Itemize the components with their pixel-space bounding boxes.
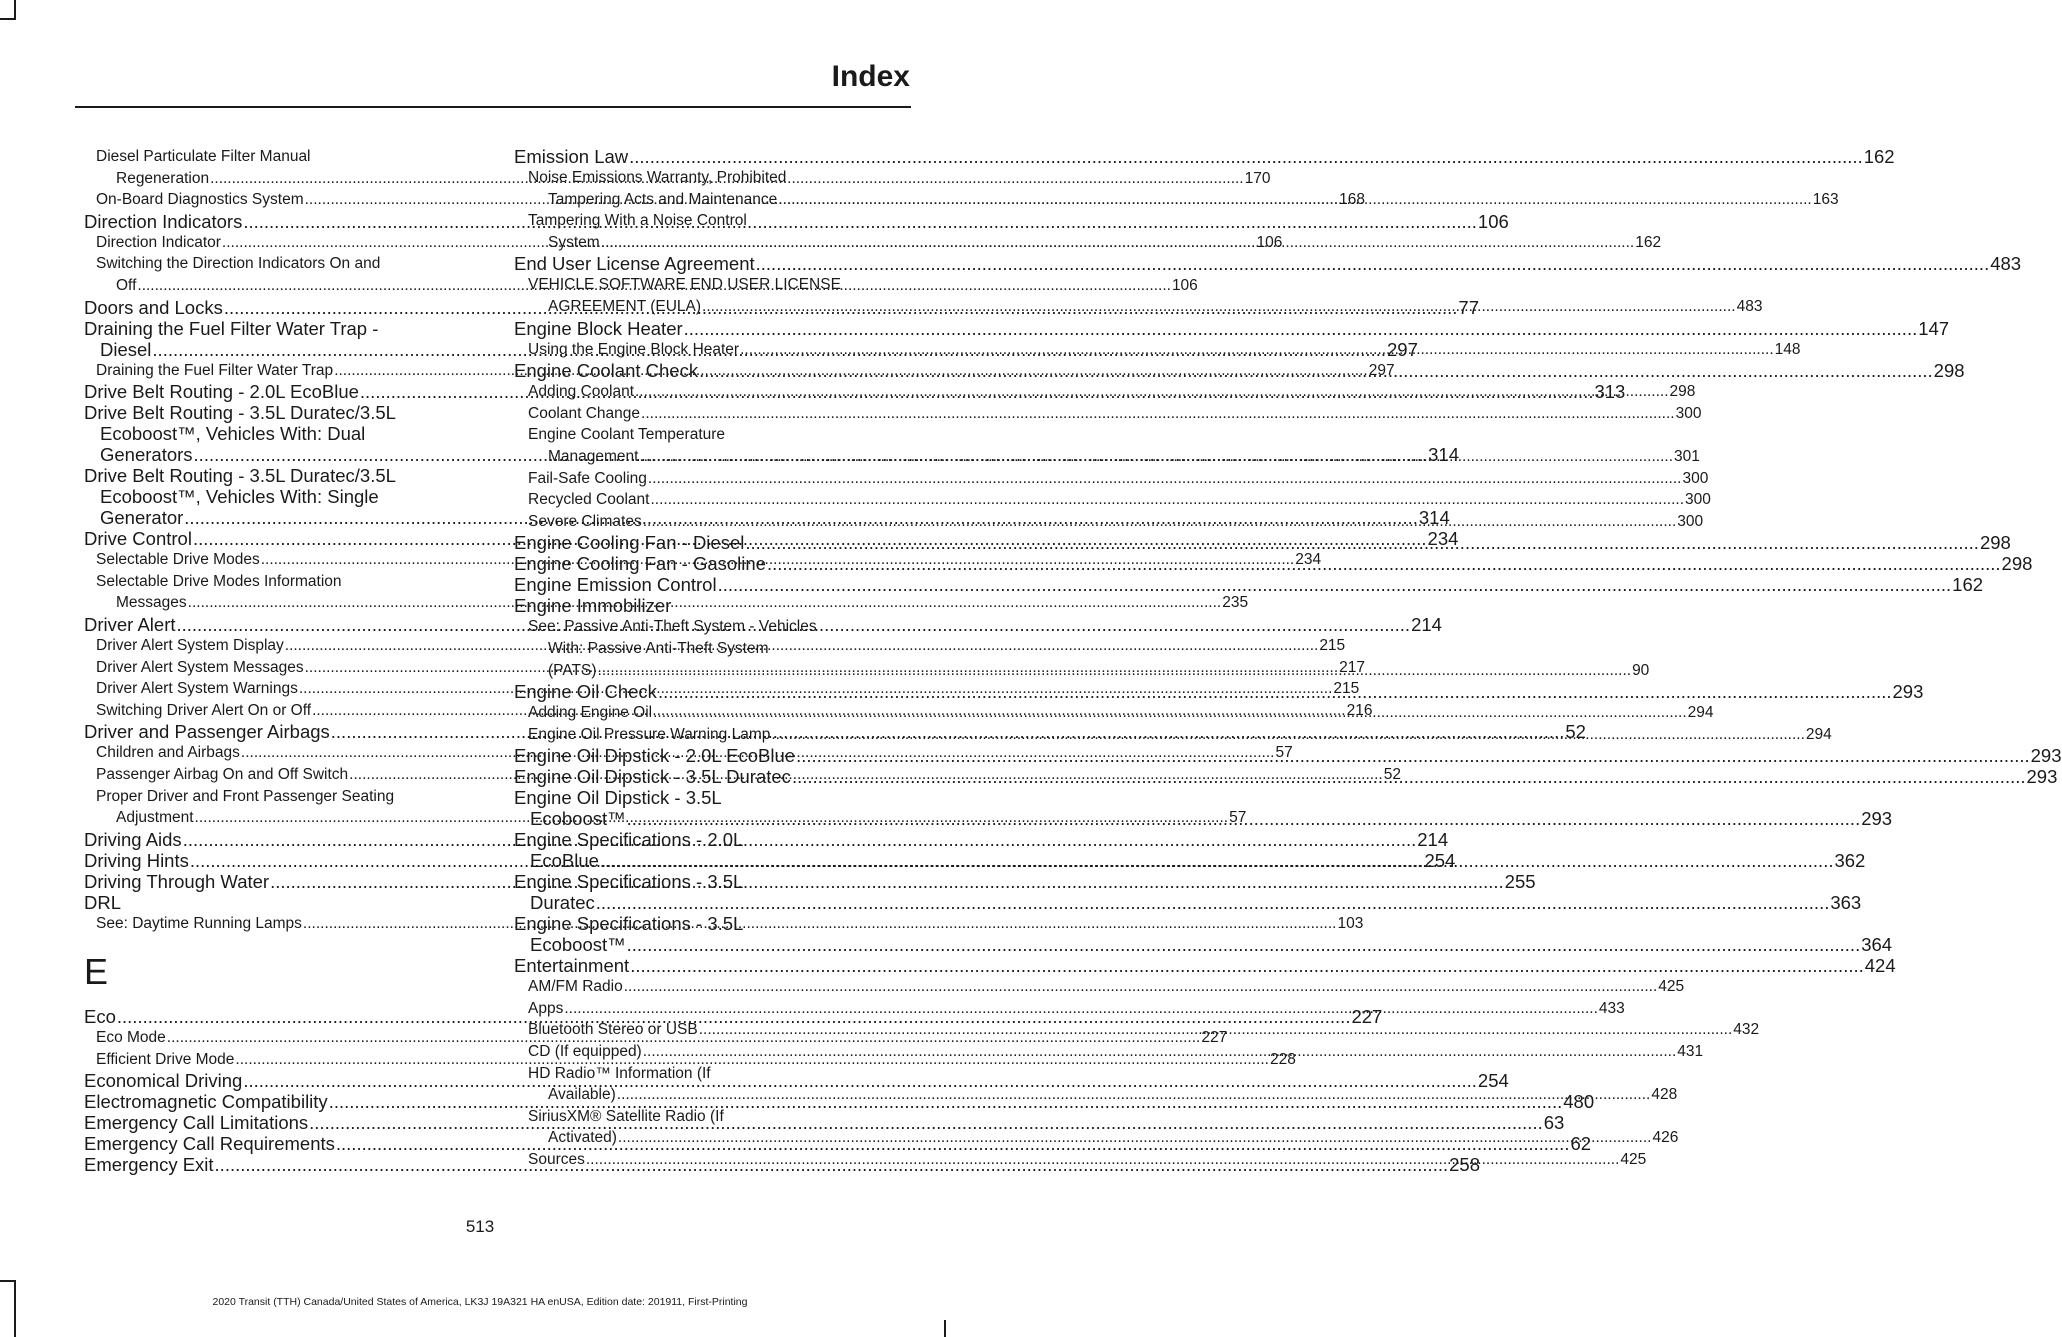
dot-leader [596, 892, 1830, 913]
entry-text: Using the Engine Block Heater [528, 340, 740, 358]
page-reference: 228 [1269, 1050, 1296, 1068]
footer-edition-info: 2020 Transit (TTH) Canada/United States of America, LK3J 19A321 HA enUSA, Edition date: 201911, First-Printing [212, 1296, 748, 1308]
dot-leader [629, 146, 1863, 167]
page-reference: 234 [1427, 528, 1459, 550]
entry-text: Engine Specifications - 3.5L [514, 913, 744, 935]
page-reference: 227 [1351, 1006, 1383, 1028]
entry-text: Direction Indicators [84, 210, 243, 232]
entry-text: Available) [548, 1086, 616, 1104]
entry-text: Bluetooth Stereo or USB [528, 1021, 698, 1039]
entry-text: Severe Climates [528, 512, 642, 530]
page-reference: 298 [1669, 383, 1696, 401]
entry-text: Drive Belt Routing - 3.5L Duratec/3.5L [84, 465, 396, 487]
entry-text: Duratec [530, 892, 595, 914]
page-reference: 227 [1201, 1029, 1228, 1047]
page-reference: 432 [1733, 1021, 1760, 1039]
index-entry [514, 913, 904, 934]
entry-text: Drive Belt Routing - 3.5L Duratec/3.5L [84, 402, 396, 424]
entry-text: Driver Alert [84, 613, 176, 635]
dot-leader [792, 766, 2026, 787]
page-reference: 62 [1570, 1133, 1592, 1155]
entry-text: Engine Specifications - 3.5L [514, 871, 744, 893]
entry-text: HD Radio™ Information (If [528, 1064, 711, 1082]
index-entry [84, 486, 474, 507]
entry-text: Direction Indicator [96, 233, 221, 251]
index-subentry [514, 489, 1711, 511]
entry-text: Driving Aids [84, 828, 182, 850]
dot-leader [639, 446, 1673, 468]
page-reference: 431 [1677, 1043, 1704, 1061]
dot-leader [745, 532, 1979, 553]
page-reference: 106 [1256, 233, 1283, 251]
dot-leader [643, 1041, 1677, 1063]
page-reference: 258 [1449, 1154, 1480, 1176]
entry-text: Engine Block Heater [514, 317, 683, 339]
entry-text: Engine Oil Pressure Warning Lamp [528, 725, 771, 743]
index-subentry [514, 274, 904, 296]
crop-mark-top-left-h [0, 18, 16, 20]
entry-text: Proper Driver and Front Passenger Seating [96, 787, 395, 805]
page-reference: 314 [1428, 444, 1459, 466]
dot-leader [598, 660, 1632, 682]
index-entry [514, 892, 1862, 914]
entry-text: Engine Coolant Temperature [528, 426, 726, 444]
entry-text: Economical Driving [84, 1070, 243, 1092]
dot-leader [796, 745, 2030, 766]
entry-text: On-Board Diagnostics System [96, 191, 304, 209]
entry-text: Eco [84, 1006, 116, 1028]
index-subentry [84, 146, 474, 168]
page-reference: 297 [1368, 361, 1395, 379]
index-subentry [514, 1106, 904, 1128]
index-entry [514, 574, 1984, 596]
page-reference: 254 [1477, 1070, 1509, 1092]
page-reference: 235 [1222, 594, 1249, 612]
entry-text: Engine Emission Control [514, 574, 717, 596]
dot-leader [601, 232, 1635, 254]
dot-leader [618, 1127, 1652, 1149]
entry-text: VEHICLE SOFTWARE END USER LICENSE [528, 276, 841, 294]
entry-text: SiriusXM® Satellite Radio (If [528, 1107, 724, 1125]
entry-text: Selectable Drive Modes [96, 551, 260, 569]
index-entry [514, 595, 904, 616]
page-reference: 293 [1892, 681, 1924, 703]
page-reference: 163 [1812, 190, 1839, 208]
entry-text: With: Passive Anti-Theft System [548, 639, 769, 657]
entry-text: Drive Control [84, 528, 192, 550]
entry-text: Fail-Safe Cooling [528, 469, 647, 487]
page-reference: 433 [1598, 999, 1625, 1017]
entry-text: Sources [528, 1151, 585, 1169]
entry-text: Draining the Fuel Filter Water Trap - [84, 317, 379, 339]
entry-text: CD (If equipped) [528, 1043, 642, 1061]
index-entry [84, 402, 474, 423]
page-reference: 217 [1339, 658, 1366, 676]
page-reference: 106 [1171, 276, 1198, 294]
page-reference: 63 [1543, 1112, 1565, 1134]
entry-text: Engine Immobilizer [514, 595, 672, 617]
entry-text: Engine Oil Check [514, 681, 657, 703]
dot-leader [641, 403, 1675, 425]
entry-text: Tampering Acts and Maintenance [548, 190, 778, 208]
entry-text: Activated) [548, 1129, 617, 1147]
dot-leader [718, 574, 1952, 595]
entry-text: Engine Specifications - 2.0L [514, 829, 744, 851]
entry-text: Management [548, 447, 639, 465]
crop-mark-bottom-left-v [14, 1280, 16, 1337]
page-reference: 293 [1861, 808, 1893, 830]
dot-leader [699, 360, 1933, 381]
page-reference: 300 [1685, 491, 1711, 509]
page-reference: 314 [1418, 507, 1450, 529]
index-entry [514, 253, 2022, 275]
page-reference: 90 [1632, 661, 1650, 679]
page-reference: 483 [1990, 253, 2022, 275]
index-letter-heading: E [84, 951, 109, 993]
header-rule [75, 106, 911, 108]
entry-text: Generator [100, 507, 184, 529]
dot-leader [767, 553, 2001, 574]
entry-text: Engine Coolant Check [514, 360, 699, 382]
page-reference: 103 [1337, 914, 1364, 932]
dot-leader [740, 339, 1774, 361]
entry-text: Switching the Direction Indicators On and [96, 255, 381, 273]
index-entry [84, 465, 474, 486]
page-reference: 298 [1933, 360, 1965, 382]
index-entry [84, 318, 474, 339]
index-subentry [514, 210, 904, 232]
entry-text: Coolant Change [528, 404, 641, 422]
entry-text: Driving Hints [84, 849, 189, 871]
page-reference: 294 [1687, 704, 1714, 722]
page-reference: 234 [1295, 551, 1322, 569]
entry-text: Children and Airbags [96, 744, 240, 762]
index-subentry [84, 786, 474, 808]
entry-text: (PATS) [548, 661, 597, 679]
entry-text: Apps [528, 999, 564, 1017]
entry-text: Emission Law [514, 146, 629, 167]
page-reference: 215 [1333, 680, 1360, 698]
crop-mark-bottom-left-h [0, 1280, 16, 1282]
dot-leader [650, 489, 1684, 511]
page-reference: 147 [1918, 317, 1950, 339]
entry-text: Driving Through Water [84, 870, 270, 892]
entry-text: EcoBlue [530, 850, 599, 872]
dot-leader [630, 955, 1864, 976]
page-reference: 148 [1774, 340, 1801, 358]
index-entry [514, 955, 1896, 977]
entry-text: System [548, 233, 600, 251]
entry-text: Emergency Call Limitations [84, 1112, 309, 1134]
entry-text: Entertainment [514, 955, 630, 977]
dot-leader [586, 1149, 1620, 1171]
page-reference: 106 [1477, 210, 1509, 232]
page-reference: 215 [1319, 636, 1346, 654]
entry-text: Off [116, 276, 137, 294]
page-reference: 170 [1244, 169, 1271, 187]
entry-text: End User License Agreement [514, 253, 755, 275]
page-reference: 480 [1563, 1091, 1595, 1113]
index-subentry [514, 424, 904, 446]
entry-text: Emergency Call Requirements [84, 1133, 335, 1155]
index-subentry [514, 403, 1702, 425]
crop-mark-bottom-right-v [944, 1320, 946, 1337]
entry-text: Adding Coolant [528, 383, 634, 401]
entry-text: Tampering With a Noise Control [528, 212, 747, 230]
entry-text: Driver Alert System Warnings [96, 680, 298, 698]
dot-leader [600, 850, 1834, 871]
entry-text: Regeneration [116, 169, 210, 187]
index-subentry [84, 571, 474, 593]
entry-text: Driver Alert System Messages [96, 658, 304, 676]
page-title: Index [831, 60, 910, 93]
dot-leader [653, 702, 1687, 724]
page-reference: 300 [1677, 512, 1704, 530]
page-reference: 294 [1805, 725, 1832, 743]
entry-text: Ecoboost™ [530, 934, 626, 956]
page-reference: 255 [1504, 870, 1536, 892]
page-reference: 363 [1830, 892, 1862, 914]
page-reference: 301 [1674, 447, 1700, 465]
page-reference: 300 [1675, 404, 1702, 422]
entry-text: Ecoboost™, Vehicles With: Dual [100, 423, 366, 445]
index-subentry [514, 468, 1709, 490]
dot-leader [778, 189, 1812, 211]
page-reference: 57 [1229, 809, 1247, 827]
index-entry [84, 423, 474, 444]
page-reference: 298 [1979, 532, 2011, 554]
entry-text: Emergency Exit [84, 1154, 214, 1176]
entry-text: Passenger Airbag On and Off Switch [96, 765, 349, 783]
dot-leader [771, 724, 1805, 746]
dot-leader [702, 296, 1736, 318]
entry-text: See: Passive Anti-Theft System - Vehicles [528, 618, 817, 636]
entry-text: Driver and Passenger Airbags [84, 721, 330, 743]
index-subentry [514, 1063, 904, 1085]
dot-leader [624, 976, 1658, 998]
entry-text: Eco Mode [96, 1029, 166, 1047]
page-reference: 52 [1383, 765, 1401, 783]
page-reference: 313 [1594, 381, 1626, 403]
entry-text: Engine Oil Dipstick - 2.0L EcoBlue [514, 745, 796, 767]
dot-leader [699, 1019, 1733, 1041]
page-reference: 298 [2001, 553, 2033, 575]
index-entry [84, 892, 474, 913]
entry-text: Doors and Locks [84, 296, 223, 318]
page-reference: 300 [1682, 469, 1709, 487]
entry-text: Draining the Fuel Filter Water Trap [96, 361, 334, 379]
index-entry [514, 317, 1950, 339]
page-reference: 216 [1346, 701, 1373, 719]
page-reference: 297 [1387, 338, 1418, 360]
dot-leader [627, 808, 1861, 829]
entry-text: Diesel Particulate Filter Manual [96, 148, 311, 165]
index-subentry [514, 616, 904, 638]
entry-text: Generators [100, 444, 193, 466]
entry-text: Messages [116, 594, 187, 612]
entry-text: Adding Engine Oil [528, 704, 653, 722]
page-reference: 364 [1861, 934, 1893, 956]
page-reference: 52 [1565, 721, 1586, 743]
page-reference: 293 [2026, 766, 2058, 788]
page-reference: 77 [1458, 296, 1479, 318]
entry-text: Driver Alert System Display [96, 636, 284, 654]
dot-leader [635, 381, 1669, 403]
entry-text: Recycled Coolant [528, 491, 650, 509]
page-reference: 254 [1424, 849, 1456, 871]
crop-mark-top-left-v [14, 0, 16, 20]
entry-text: Engine Cooling Fan - Gasoline [514, 553, 766, 575]
dot-leader [756, 253, 1990, 274]
dot-leader [564, 998, 1598, 1020]
entry-text: Adjustment [116, 809, 194, 827]
dot-leader [617, 1084, 1651, 1106]
page-reference: 425 [1658, 978, 1685, 996]
entry-text: Efficient Drive Mode [96, 1050, 235, 1068]
dot-leader [627, 934, 1861, 955]
dot-leader [658, 681, 1892, 702]
index-subentry [514, 976, 1685, 998]
page-reference: 214 [1417, 828, 1449, 850]
dot-leader [643, 511, 1677, 533]
entry-text: Drive Belt Routing - 2.0L EcoBlue [84, 381, 359, 403]
page-reference: 214 [1411, 613, 1442, 635]
page-reference: 483 [1736, 297, 1763, 315]
dot-leader [684, 318, 1918, 339]
entry-text: DRL [84, 891, 122, 913]
entry-text: Selectable Drive Modes Information [96, 572, 342, 590]
entry-text: Ecoboost™ [530, 808, 626, 830]
page-reference: 168 [1339, 191, 1366, 209]
entry-text: Switching Driver Alert On or Off [96, 701, 312, 719]
index-entry [514, 829, 904, 850]
index-entry [514, 787, 904, 808]
entry-text: AGREEMENT (EULA) [548, 297, 702, 315]
entry-text: Engine Oil Dipstick - 3.5L [514, 787, 722, 809]
index-entry [514, 934, 1893, 956]
entry-text: Noise Emissions Warranty, Prohibited [528, 169, 787, 186]
page-reference: 162 [1952, 574, 1984, 596]
index-subentry [514, 167, 904, 189]
page-reference: 424 [1864, 955, 1896, 977]
entry-text: Diesel [100, 338, 152, 360]
index-entry [514, 871, 904, 892]
page-reference: 293 [2030, 745, 2062, 767]
entry-text: Engine Cooling Fan - Diesel [514, 532, 745, 554]
page-reference: 162 [1635, 233, 1662, 251]
entry-text: See: Daytime Running Lamps [96, 914, 302, 932]
entry-text: Ecoboost™, Vehicles With: Single [100, 486, 379, 508]
index-subentry [84, 253, 474, 275]
entry-text: Electromagnetic Compatibility [84, 1091, 328, 1113]
entry-text: AM/FM Radio [528, 978, 623, 996]
index-subentry [514, 638, 904, 660]
page-reference: 362 [1834, 850, 1866, 872]
page-reference: 428 [1651, 1086, 1678, 1104]
page-number: 513 [465, 1217, 495, 1236]
page-reference: 425 [1620, 1151, 1647, 1169]
index-entry [514, 146, 1895, 167]
entry-text: Engine Oil Dipstick - 3.5L Duratec [514, 766, 791, 788]
page-reference: 57 [1275, 744, 1293, 762]
page-reference: 426 [1652, 1129, 1679, 1147]
page-reference: 162 [1863, 146, 1895, 167]
dot-leader [648, 468, 1682, 490]
